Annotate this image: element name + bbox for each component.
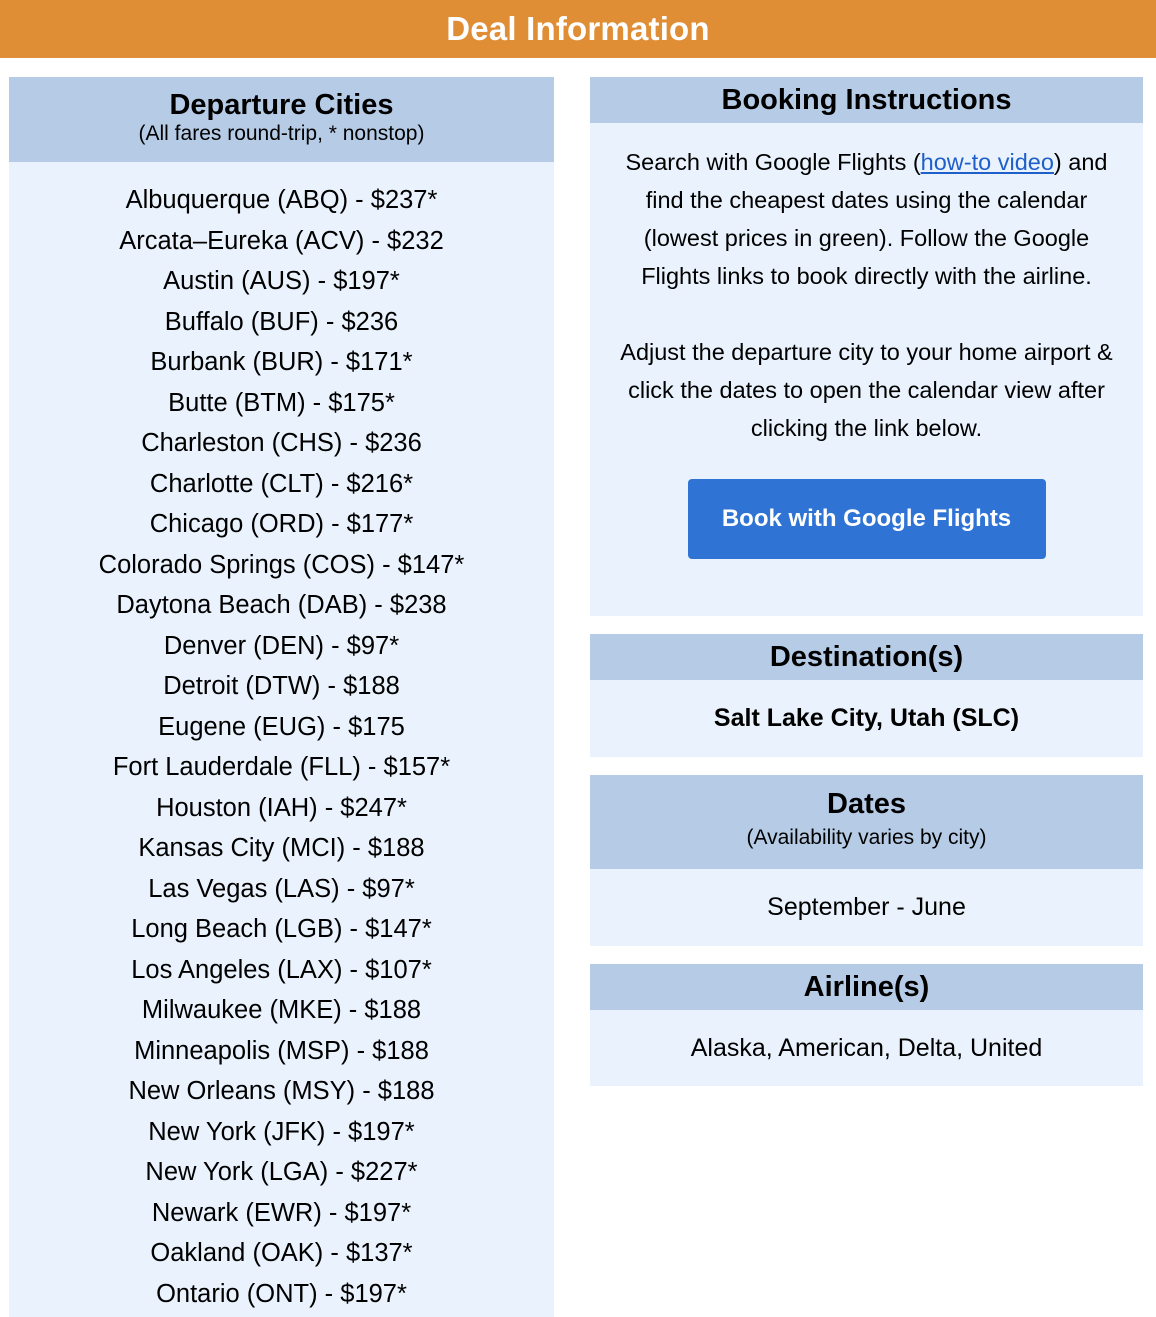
- list-item: Detroit (DTW) - $188: [163, 672, 400, 700]
- dates-subtitle: (Availability varies by city): [746, 826, 987, 849]
- list-item: Burbank (BUR) - $171*: [150, 348, 413, 376]
- list-item: Minneapolis (MSP) - $188: [134, 1036, 429, 1065]
- airlines-panel: [590, 964, 1143, 1086]
- list-item: Chicago (ORD) - $177*: [149, 510, 414, 538]
- booking-paragraph-2: Adjust the departure city to your home airport & click the dates to open the calendar view after clicking the link below.: [620, 339, 1113, 441]
- list-item: Colorado Springs (COS) - $147*: [98, 550, 465, 579]
- list-item: Arcata–Eureka (ACV) - $232: [119, 226, 444, 255]
- booking-instructions-title: Booking Instructions: [590, 77, 1143, 123]
- dates-panel: [590, 775, 1143, 946]
- list-item: Las Vegas (LAS) - $97*: [148, 874, 415, 903]
- list-item: Houston (IAH) - $247*: [156, 793, 407, 822]
- how-to-video-link[interactable]: how-to video: [920, 149, 1054, 175]
- destination-value: Salt Lake City, Utah (SLC): [713, 704, 1020, 732]
- list-item: Charlotte (CLT) - $216*: [149, 469, 414, 498]
- list-item: Fort Lauderdale (FLL) - $157*: [112, 753, 451, 781]
- list-item: Albuquerque (ABQ) - $237*: [125, 186, 438, 214]
- list-item: Newark (EWR) - $197*: [151, 1198, 412, 1227]
- list-item: Denver (DEN) - $97*: [163, 631, 400, 660]
- list-item: Charleston (CHS) - $236: [141, 429, 422, 457]
- booking-paragraph-1: [620, 143, 1113, 295]
- destination-title: Destination(s): [590, 634, 1143, 680]
- departure-cities-subtitle: (All fares round-trip, * nonstop): [138, 122, 425, 145]
- book-with-google-flights-button[interactable]: Book with Google Flights: [688, 479, 1046, 559]
- list-item: Buffalo (BUF) - $236: [164, 307, 399, 336]
- airlines-title: Airline(s): [590, 964, 1143, 1010]
- departure-cities-title: Departure Cities: [169, 89, 394, 121]
- list-item: New Orleans (MSY) - $188: [128, 1077, 435, 1105]
- destination-panel: [590, 634, 1143, 757]
- booking-instructions-body: [590, 123, 1143, 559]
- list-item: Kansas City (MCI) - $188: [138, 834, 425, 862]
- departure-cities-panel: [9, 77, 554, 1317]
- list-item: Daytona Beach (DAB) - $238: [116, 591, 447, 619]
- deal-information-header: [0, 0, 1156, 58]
- list-item: Ontario (ONT) - $197*: [156, 1279, 407, 1308]
- dates-header: [590, 775, 1143, 869]
- list-item: New York (JFK) - $197*: [148, 1117, 415, 1146]
- departure-city-list: [9, 162, 554, 1314]
- list-item: Austin (AUS) - $197*: [163, 267, 400, 295]
- booking-instructions-panel: [590, 77, 1143, 616]
- dates-value: September - June: [767, 893, 966, 921]
- booking-text-after-link: ) and find the cheapest dates using the calendar (lowest prices in green). Follow the Google Flights links to book directly with the airline.: [641, 149, 1108, 289]
- list-item: New York (LGA) - $227*: [145, 1158, 418, 1186]
- booking-text-before-link: Search with Google Flights (: [625, 149, 921, 175]
- departure-cities-header: [9, 77, 554, 162]
- dates-title: Dates: [827, 788, 906, 820]
- list-item: Eugene (EUG) - $175: [158, 712, 405, 741]
- list-item: Oakland (OAK) - $137*: [150, 1239, 413, 1267]
- airlines-value: Alaska, American, Delta, United: [690, 1034, 1043, 1062]
- list-item: Long Beach (LGB) - $147*: [131, 915, 432, 943]
- list-item: Milwaukee (MKE) - $188: [141, 996, 422, 1024]
- list-item: Butte (BTM) - $175*: [168, 388, 395, 417]
- list-item: Los Angeles (LAX) - $107*: [131, 955, 432, 984]
- page-title: Deal Information: [446, 10, 710, 47]
